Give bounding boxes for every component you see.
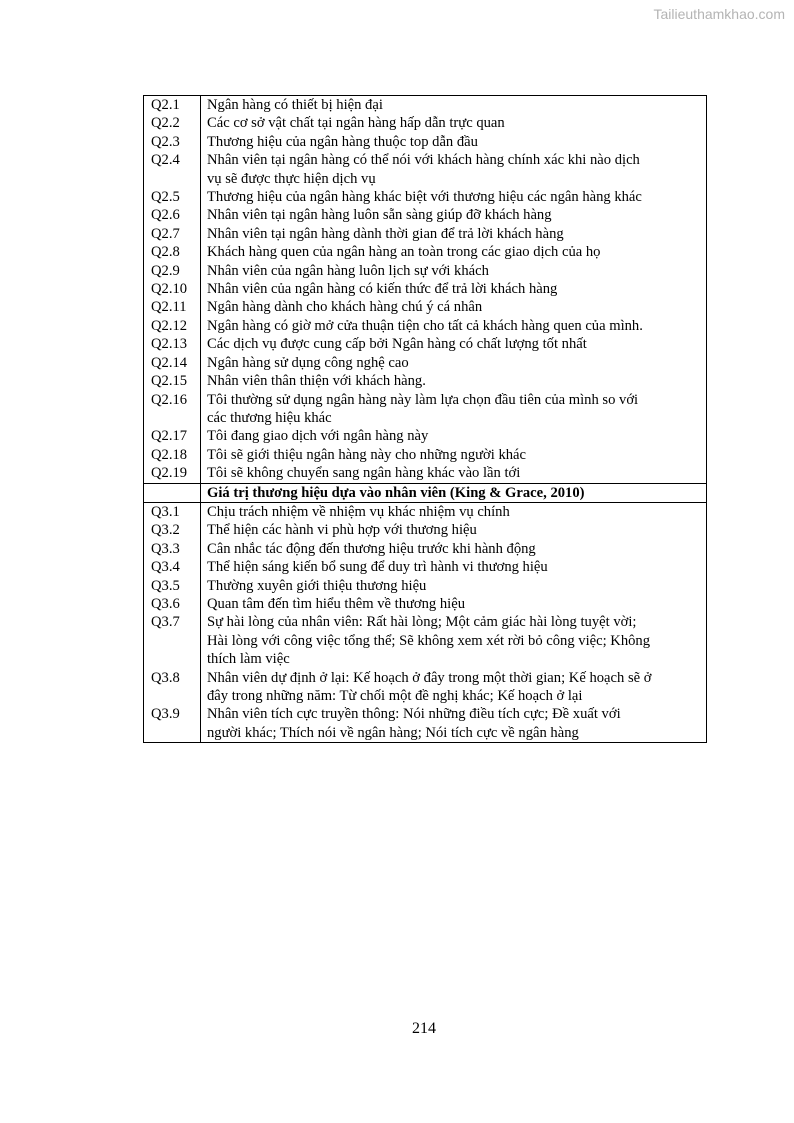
item-code: Q3.3	[144, 540, 201, 558]
item-text	[201, 133, 707, 151]
item-text-line: Ngân hàng sử dụng công nghệ cao	[207, 354, 409, 371]
item-text	[201, 280, 707, 298]
empty-cell	[144, 483, 201, 502]
item-text-line: Tôi đang giao dịch với ngân hàng này	[207, 428, 429, 445]
item-code: Q2.8	[144, 243, 201, 261]
item-text-line: Thương hiệu của ngân hàng thuộc top dẫn đầu	[207, 133, 478, 150]
item-text	[201, 354, 707, 372]
table-row	[144, 464, 707, 483]
table-row	[144, 354, 707, 372]
item-text-line: Nhân viên của ngân hàng có kiến thức để trả lời khách hàng	[207, 281, 558, 298]
item-text-line: Hài lòng với công việc tổng thể; Sẽ không xem xét rời bỏ công việc; Không	[207, 632, 651, 649]
item-text	[201, 206, 707, 224]
table-row	[144, 669, 707, 706]
item-text-line: Thường xuyên giới thiệu thương hiệu	[207, 577, 427, 594]
table-row	[144, 446, 707, 464]
item-code: Q2.17	[144, 427, 201, 445]
item-text-line: Thương hiệu của ngân hàng khác biệt với thương hiệu các ngân hàng khác	[207, 189, 642, 206]
item-code: Q2.3	[144, 133, 201, 151]
item-code: Q2.11	[144, 298, 201, 316]
table-row	[144, 262, 707, 280]
table-row	[144, 502, 707, 521]
table-row	[144, 317, 707, 335]
item-code: Q3.1	[144, 502, 201, 521]
item-text-line: Nhân viên tích cực truyền thông: Nói những điều tích cực; Đề xuất với	[207, 706, 621, 723]
item-text	[201, 540, 707, 558]
item-text	[201, 558, 707, 576]
item-code: Q2.15	[144, 372, 201, 390]
item-text	[201, 502, 707, 521]
item-text	[201, 243, 707, 261]
item-text-line: Tôi sẽ giới thiệu ngân hàng này cho những người khác	[207, 446, 527, 463]
item-text-line: người khác; Thích nói về ngân hàng; Nói tích cực về ngân hàng	[207, 724, 579, 741]
item-text-line: Khách hàng quen của ngân hàng an toàn trong các giao dịch của họ	[207, 244, 601, 261]
item-code: Q3.7	[144, 613, 201, 668]
item-text	[201, 613, 707, 668]
item-code: Q3.2	[144, 521, 201, 539]
table-row	[144, 391, 707, 428]
item-code: Q2.4	[144, 151, 201, 188]
item-text	[201, 225, 707, 243]
item-text	[201, 151, 707, 188]
item-code: Q2.2	[144, 114, 201, 132]
item-code: Q2.6	[144, 206, 201, 224]
table-row	[144, 613, 707, 668]
item-text-line: Thể hiện sáng kiến bổ sung để duy trì hành vi thương hiệu	[207, 559, 548, 576]
item-text-line: Thể hiện các hành vi phù hợp với thương hiệu	[207, 522, 477, 539]
item-text	[201, 372, 707, 390]
table-row	[144, 151, 707, 188]
item-text	[201, 298, 707, 316]
item-text	[201, 427, 707, 445]
item-code: Q2.10	[144, 280, 201, 298]
item-text	[201, 391, 707, 428]
item-code: Q3.8	[144, 669, 201, 706]
page-number: 214	[412, 1020, 436, 1037]
item-code: Q2.13	[144, 335, 201, 353]
item-code: Q2.14	[144, 354, 201, 372]
item-text-line: Nhân viên thân thiện với khách hàng.	[207, 373, 426, 390]
item-code: Q3.4	[144, 558, 201, 576]
item-text	[201, 262, 707, 280]
item-text-line: Tôi thường sử dụng ngân hàng này làm lựa chọn đầu tiên của mình so với	[207, 391, 639, 408]
questionnaire-table	[143, 95, 707, 743]
table-row	[144, 540, 707, 558]
table-row	[144, 521, 707, 539]
item-text	[201, 464, 707, 483]
item-text-line: các thương hiệu khác	[207, 409, 332, 426]
item-text-line: Nhân viên tại ngân hàng có thể nói với khách hàng chính xác khi nào dịch	[207, 152, 640, 169]
section-header-row	[144, 483, 707, 502]
item-text-line: vụ sẽ được thực hiện dịch vụ	[207, 170, 376, 187]
table-row	[144, 114, 707, 132]
item-text	[201, 595, 707, 613]
item-code: Q2.12	[144, 317, 201, 335]
table-row	[144, 595, 707, 613]
table-row	[144, 243, 707, 261]
item-text-line: Nhân viên tại ngân hàng dành thời gian để trả lời khách hàng	[207, 225, 564, 242]
item-code: Q2.1	[144, 96, 201, 115]
item-text	[201, 114, 707, 132]
table-row	[144, 372, 707, 390]
item-text-line: Nhân viên tại ngân hàng luôn sẵn sàng giúp đỡ khách hàng	[207, 207, 552, 224]
item-text-line: Chịu trách nhiệm về nhiệm vụ khác nhiệm vụ chính	[207, 503, 510, 520]
table-row	[144, 133, 707, 151]
table-row	[144, 577, 707, 595]
item-code: Q2.7	[144, 225, 201, 243]
item-code: Q2.18	[144, 446, 201, 464]
item-text	[201, 96, 707, 115]
item-text-line: Tôi sẽ không chuyển sang ngân hàng khác vào lần tới	[207, 465, 521, 482]
table-row	[144, 558, 707, 576]
table-row	[144, 206, 707, 224]
section-title: Giá trị thương hiệu dựa vào nhân viên (King & Grace, 2010)	[201, 483, 707, 502]
item-text-line: Quan tâm đến tìm hiểu thêm về thương hiệu	[207, 595, 465, 612]
item-text-line: Các dịch vụ được cung cấp bởi Ngân hàng có chất lượng tốt nhất	[207, 336, 587, 353]
table-row	[144, 705, 707, 742]
item-text-line: Nhân viên của ngân hàng luôn lịch sự với khách	[207, 262, 489, 279]
table-row	[144, 188, 707, 206]
item-code: Q2.9	[144, 262, 201, 280]
table-row	[144, 280, 707, 298]
item-text-line: Ngân hàng có thiết bị hiện đại	[207, 97, 383, 113]
table-row	[144, 225, 707, 243]
table-row	[144, 427, 707, 445]
item-text-line: Ngân hàng dành cho khách hàng chú ý cá nhân	[207, 299, 483, 316]
item-text-line: Các cơ sở vật chất tại ngân hàng hấp dẫn trực quan	[207, 115, 505, 132]
item-text	[201, 446, 707, 464]
item-text-line: Cân nhắc tác động đến thương hiệu trước khi hành động	[207, 540, 536, 557]
item-code: Q2.5	[144, 188, 201, 206]
item-text-line: Sự hài lòng của nhân viên: Rất hài lòng; Một cảm giác hài lòng tuyệt vời;	[207, 614, 637, 631]
item-text-line: đây trong những năm: Từ chối một đề nghị khác; Kế hoạch ở lại	[207, 688, 583, 704]
item-code: Q2.16	[144, 391, 201, 428]
item-text-line: Ngân hàng có giờ mở cửa thuận tiện cho tất cả khách hàng quen của mình.	[207, 317, 643, 334]
item-text	[201, 577, 707, 595]
table-row	[144, 335, 707, 353]
item-text	[201, 188, 707, 206]
item-text-line: Nhân viên dự định ở lại: Kế hoạch ở đây trong một thời gian; Kế hoạch sẽ ở	[207, 669, 652, 686]
table-row	[144, 298, 707, 316]
item-code: Q3.6	[144, 595, 201, 613]
item-text	[201, 669, 707, 706]
watermark: Tailieuthamkhao.com	[653, 6, 785, 22]
item-text-line: thích làm việc	[207, 651, 290, 668]
item-code: Q3.5	[144, 577, 201, 595]
item-text	[201, 705, 707, 742]
item-text	[201, 317, 707, 335]
item-code: Q3.9	[144, 705, 201, 742]
item-text	[201, 521, 707, 539]
item-code: Q2.19	[144, 464, 201, 483]
item-text	[201, 335, 707, 353]
table-row	[144, 96, 707, 115]
